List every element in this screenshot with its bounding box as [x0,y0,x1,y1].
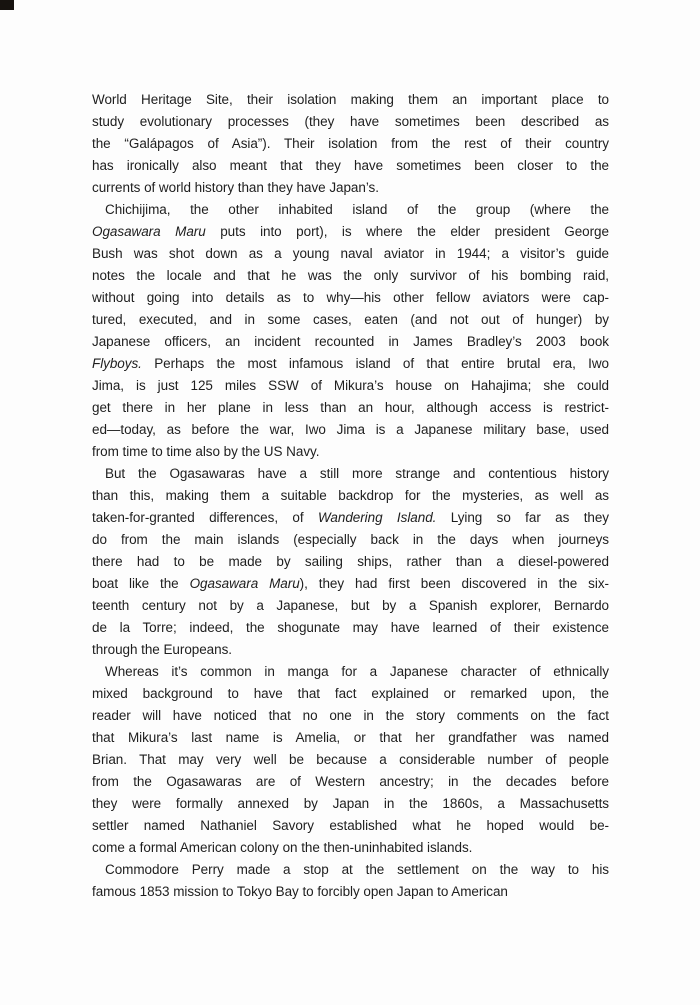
text-segment: notes the locale and that he was the only survivor of his bombing raid, [92,268,609,283]
text-line [92,485,609,507]
text-line [92,771,609,793]
text-line [92,265,609,287]
text-segment: they were formally annexed by Japan in the 1860s, a Massachusetts [92,796,609,811]
text-segment: Bush was shot down as a young naval aviator in 1944; a visitor’s guide [92,246,609,261]
text-line [92,617,609,639]
text-line [92,331,609,353]
page-corner-mark [0,0,14,10]
text-line [92,639,609,661]
italic-text-segment: Flyboys. [92,356,142,371]
text-segment: Perhaps the most infamous island of that entire brutal era, Iwo [141,356,609,371]
text-segment: settler named Nathaniel Savory established what he hoped would be- [92,818,609,833]
text-segment: study evolutionary processes (they have sometimes been described as [92,114,609,129]
page-text [92,89,609,903]
text-segment: mixed background to have that fact explained or remarked upon, the [92,686,609,701]
text-line [92,397,609,419]
text-segment: than this, making them a suitable backdrop for the mysteries, as well as [92,488,609,503]
text-segment: Whereas it’s common in manga for a Japanese character of ethnically [105,664,609,679]
text-line [92,815,609,837]
text-line [92,507,609,529]
text-segment: famous 1853 mission to Tokyo Bay to forcibly open Japan to American [92,884,508,899]
text-segment: teenth century not by a Japanese, but by a Spanish explorer, Bernardo [92,598,609,613]
text-segment: de la Torre; indeed, the shogunate may have learned of their existence [92,620,609,635]
text-line [92,727,609,749]
text-line [92,749,609,771]
text-segment: from the Ogasawaras are of Western ancestry; in the decades before [92,774,609,789]
text-segment: ), they had first been discovered in the six- [299,576,609,591]
italic-text-segment: Ogasawara Maru [189,576,300,591]
text-line [92,287,609,309]
italic-text-segment: Wandering Island. [317,510,437,525]
text-line [92,859,609,881]
text-segment: get there in her plane in less than an hour, although access is restrict- [92,400,609,415]
text-line [92,595,609,617]
text-line [92,199,609,221]
paragraph [92,859,609,903]
paragraph [92,199,609,463]
paragraph [92,661,609,859]
text-segment: currents of world history than they have Japan’s. [92,180,379,195]
text-segment: through the Europeans. [92,642,233,657]
text-segment: Commodore Perry made a stop at the settlement on the way to his [105,862,609,877]
italic-text-segment: Ogasawara Maru [92,224,206,239]
text-line [92,375,609,397]
text-line [92,89,609,111]
text-line [92,661,609,683]
text-line [92,243,609,265]
text-segment: Chichijima, the other inhabited island of the group (where the [105,202,609,217]
text-line [92,111,609,133]
text-line [92,881,609,903]
paragraph [92,463,609,661]
text-line [92,683,609,705]
text-line [92,529,609,551]
text-line [92,573,609,595]
text-segment: there had to be made by sailing ships, rather than a diesel-powered [92,554,609,569]
text-line [92,309,609,331]
text-segment: reader will have noticed that no one in the story comments on the fact [92,708,609,723]
text-line [92,419,609,441]
text-line [92,133,609,155]
text-segment: Brian. That may very well be because a considerable number of people [92,752,609,767]
text-segment: taken-for-granted differences, of [92,510,318,525]
text-segment: tured, executed, and in some cases, eaten (and not out of hunger) by [92,312,609,327]
text-segment: puts into port), is where the elder president George [205,224,609,239]
text-segment: has ironically also meant that they have sometimes been closer to the [92,158,609,173]
text-line [92,837,609,859]
text-segment: World Heritage Site, their isolation making them an important place to [92,92,609,107]
text-segment: the “Galápagos of Asia”). Their isolation from the rest of their country [92,136,609,151]
text-segment: Jima, is just 125 miles SSW of Mikura’s house on Hahajima; she could [92,378,609,393]
text-segment: But the Ogasawaras have a still more strange and contentious history [105,466,609,481]
text-line [92,793,609,815]
text-line [92,441,609,463]
text-segment: boat like the [92,576,190,591]
text-line [92,705,609,727]
text-line [92,155,609,177]
text-segment: from time to time also by the US Navy. [92,444,320,459]
text-segment: do from the main islands (especially back in the days when journeys [92,532,609,547]
text-segment: Lying so far as they [436,510,609,525]
text-segment: ed—today, as before the war, Iwo Jima is a Japanese military base, used [92,422,609,437]
text-segment: that Mikura’s last name is Amelia, or that her grandfather was named [92,730,609,745]
text-segment: come a formal American colony on the then-uninhabited islands. [92,840,473,855]
text-line [92,463,609,485]
text-line [92,551,609,573]
text-line [92,353,609,375]
text-line [92,221,609,243]
text-segment: Japanese officers, an incident recounted in James Bradley’s 2003 book [92,334,609,349]
paragraph [92,89,609,199]
text-segment: without going into details as to why—his other fellow aviators were cap- [92,290,609,305]
text-line [92,177,609,199]
